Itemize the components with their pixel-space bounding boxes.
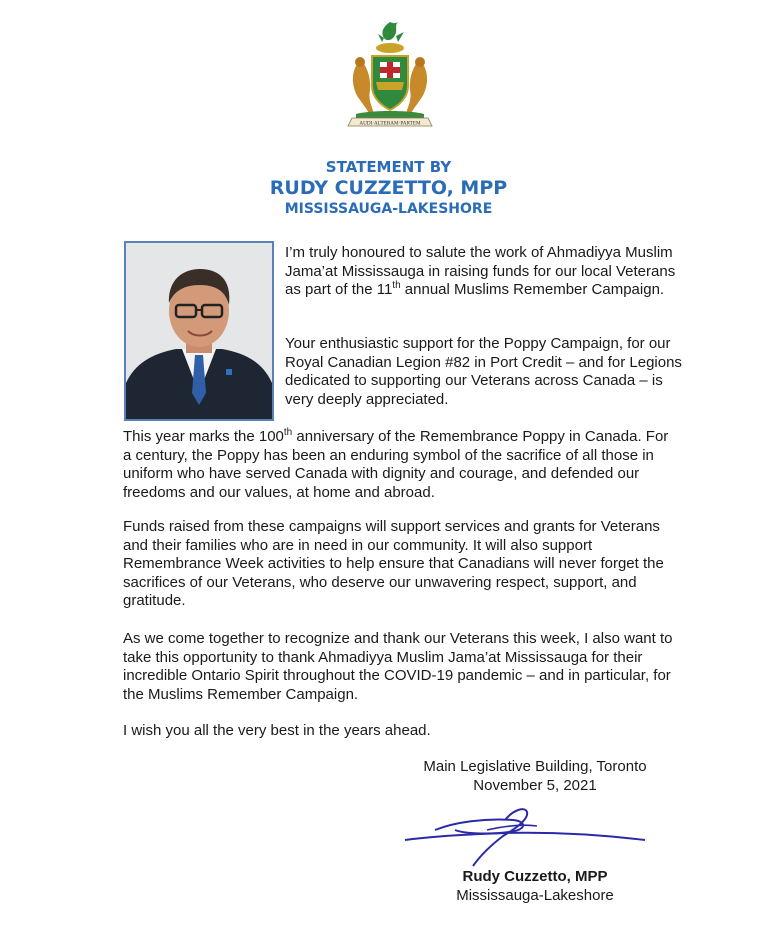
paragraph-5: As we come together to recognize and thank our Veterans this week, I also want to take this opportunity to thank Ahmadiyya Muslim Jama’at Mississauga for their incredible Ontario Spirit throughout the COVID-19 pandemic – and in particular, for the Muslims Remember Campaign. <box>123 630 673 703</box>
heading-riding: MISSISSAUGA-LAKESHORE <box>284 201 493 217</box>
statement-heading <box>0 158 777 218</box>
signatory-riding: Mississauga-Lakeshore <box>456 887 614 904</box>
portrait-photo <box>124 241 274 421</box>
paragraph-6: I wish you all the very best in the years ahead. <box>123 722 431 739</box>
place-line: Main Legislative Building, Toronto <box>423 758 647 775</box>
place-and-date <box>380 758 690 795</box>
signatory-name: Rudy Cuzzetto, MPP <box>462 868 608 885</box>
paragraph-3: This year marks the 100th anniversary of the Remembrance Poppy in Canada. For a century, the Poppy has been an enduring symbol of the sacrifice of all those in uniform who have served Canada with dignity and courage, and defended our freedoms and our values, at home and abroad. <box>123 427 669 501</box>
coat-of-arms-image <box>340 18 440 133</box>
heading-name: RUDY CUZZETTO, MPP <box>269 177 508 199</box>
svg-text:AUDI·ALTERAM·PARTEM: AUDI·ALTERAM·PARTEM <box>359 120 421 127</box>
paragraph-1: I’m truly honoured to salute the work of Ahmadiyya Muslim Jama’at Mississauga in raising funds for our local Veterans as part of the 11th annual Muslims Remember Campaign. <box>285 244 676 298</box>
date-line: November 5, 2021 <box>473 776 597 794</box>
heading-statement-by: STATEMENT BY <box>325 158 452 176</box>
handwritten-signature <box>395 800 655 870</box>
paragraph-2: Your enthusiastic support for the Poppy Campaign, for our Royal Canadian Legion #82 in Port Credit – and for Legions dedicated to supporting our Veterans across Canada – is very deeply appreciated. <box>285 335 682 408</box>
paragraph-4: Funds raised from these campaigns will support services and grants for Veterans and their families who are in need in our community. It will also support Remembrance Week activities to help ensure that Canadians will never forget the sacrifices of our Veterans, who deserve our unwavering respect, support, and gratitude. <box>123 518 664 609</box>
